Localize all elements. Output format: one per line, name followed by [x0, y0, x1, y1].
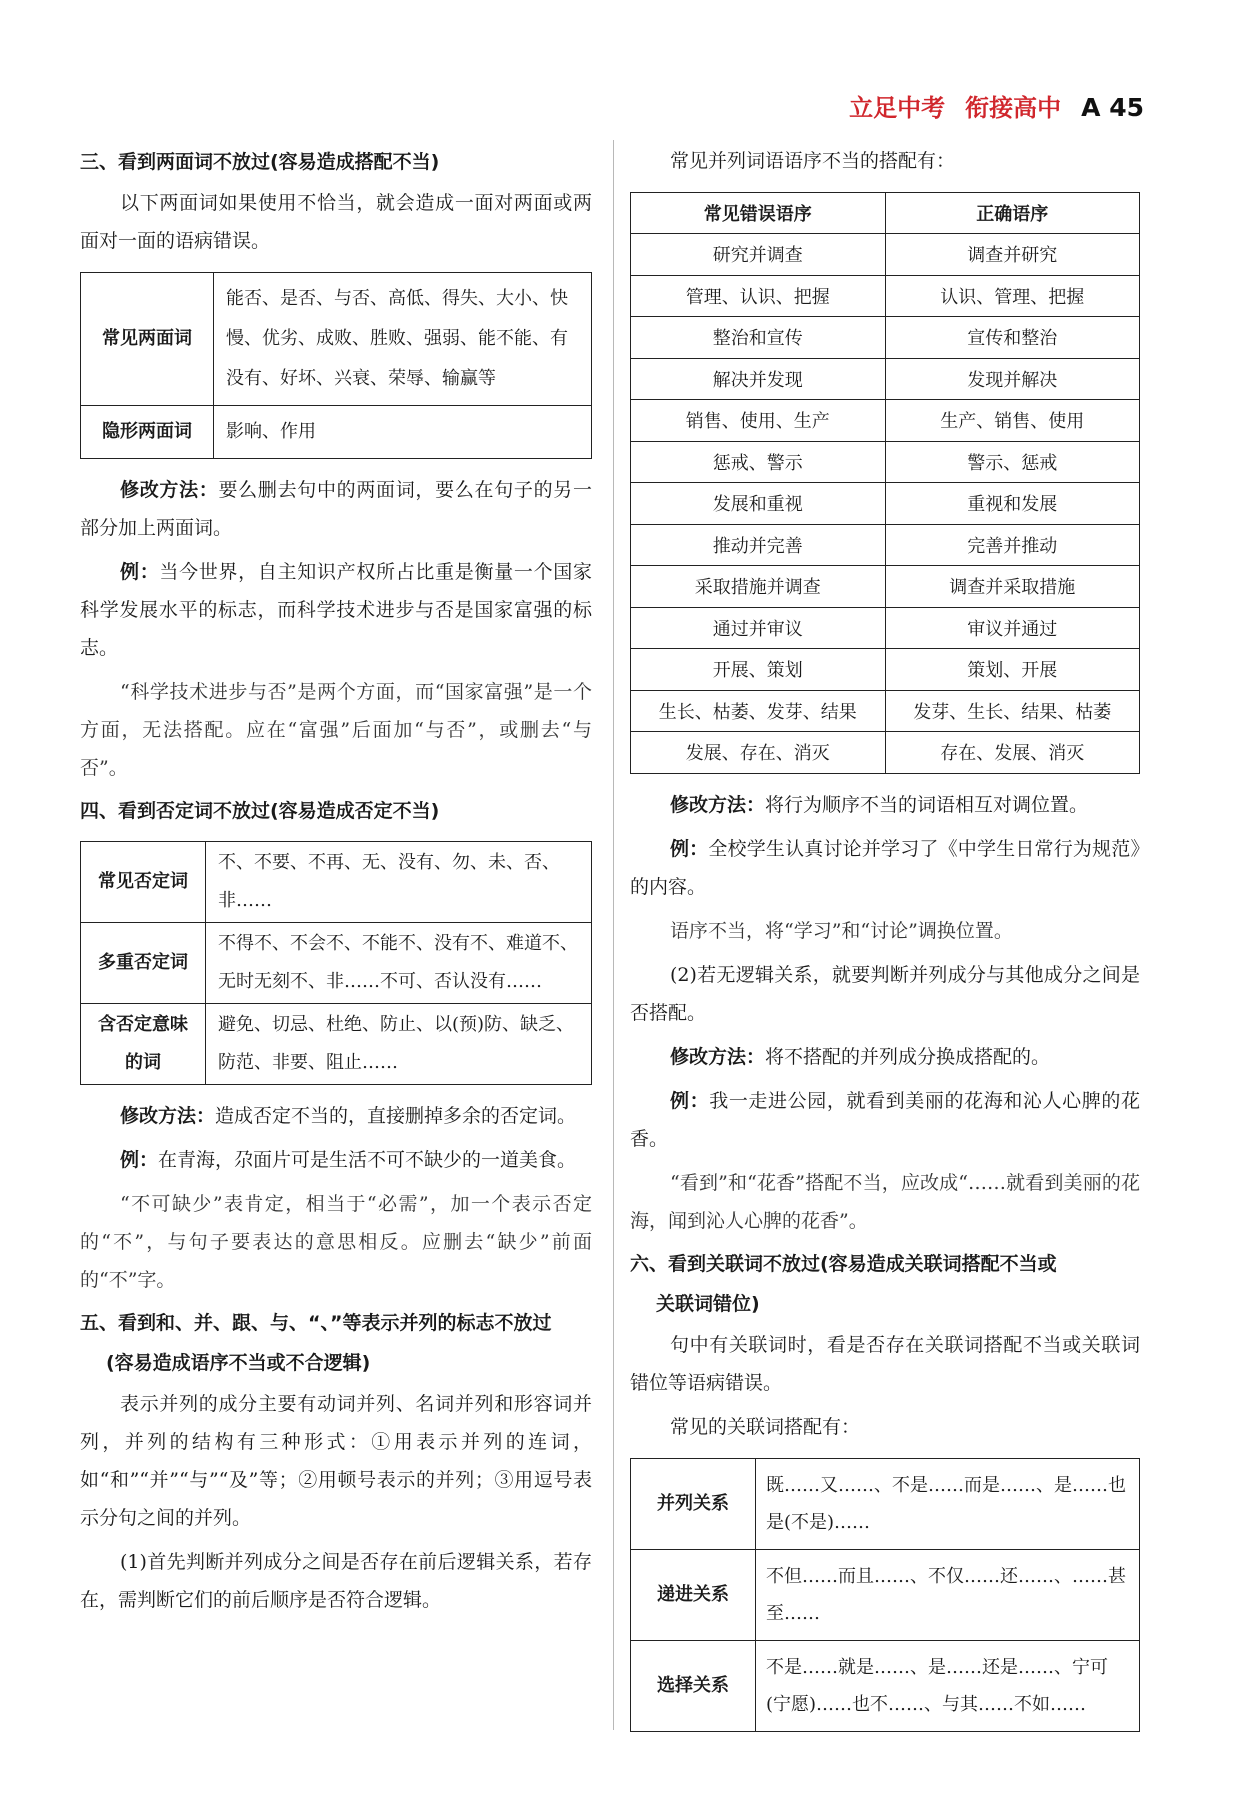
table-cell: 开展、策划: [631, 649, 886, 691]
table-row: [631, 275, 1140, 317]
table-head-cell: 常见两面词: [81, 273, 214, 406]
table-cell: 重视和发展: [885, 483, 1140, 525]
column-header: 常见错误语序: [631, 193, 886, 234]
section-4-title: 四、看到否定词不放过(容易造成否定不当): [80, 800, 440, 822]
header-slogan-2: 衔接高中: [965, 94, 1062, 122]
table-cell: 惩戒、警示: [631, 441, 886, 483]
section-5-point-2: (2)若无逻辑关系，就要判断并列成分与其他成分之间是否搭配。: [630, 963, 1140, 1024]
word-order-intro: 常见并列词语语序不当的搭配有：: [670, 150, 956, 172]
collocation-note: “看到”和“花香”搭配不当，应改成“……就看到美丽的花海，闻到沁人心脾的花香”。: [630, 1171, 1140, 1232]
section-6-intro: 句中有关联词时，看是否存在关联词搭配不当或关联词错位等语病错误。: [630, 1333, 1140, 1394]
table-row: [81, 923, 592, 1004]
table-cell: 认识、管理、把握: [885, 275, 1140, 317]
table-cell: 生长、枯萎、发芽、结果: [631, 690, 886, 732]
word-order-fix: [630, 786, 1140, 824]
table-row: [631, 358, 1140, 400]
table-cell: 影响、作用: [214, 406, 592, 459]
table-cell: 整治和宣传: [631, 317, 886, 359]
table-row: [631, 483, 1140, 525]
table-cell: 发现并解决: [885, 358, 1140, 400]
table-cell: 发芽、生长、结果、枯萎: [885, 690, 1140, 732]
table-cell: 通过并审议: [631, 607, 886, 649]
table-cell: 生产、销售、使用: [885, 400, 1140, 442]
section-5-title: 五、看到和、并、跟、与、“、”等表示并列的标志不放过: [80, 1312, 552, 1334]
table-cell: 不但……而且……、不仅……还……、……甚至……: [756, 1549, 1140, 1640]
fix-label: 修改方法：: [120, 1105, 216, 1127]
page-number: A 45: [1081, 93, 1144, 122]
two-sided-words-table: [80, 272, 592, 459]
left-column: [80, 140, 592, 1625]
column-divider: [613, 140, 614, 1730]
section-3-example: [80, 553, 592, 667]
table-cell: 能否、是否、与否、高低、得失、大小、快慢、优劣、成败、胜败、强弱、能不能、有没有、好坏、兴衰、荣辱、输赢等: [214, 273, 592, 406]
section-3-intro: 以下两面词如果使用不恰当，就会造成一面对两面或两面对一面的语病错误。: [80, 192, 592, 252]
table-cell: 存在、发展、消灭: [885, 732, 1140, 774]
table-row: [631, 234, 1140, 276]
table-head-cell: 常见否定词: [81, 842, 206, 923]
example-text: 我一走进公园，就看到美丽的花海和沁人心脾的花香。: [630, 1089, 1140, 1150]
fix-label: 修改方法：: [670, 793, 766, 816]
table-cell: 发展和重视: [631, 483, 886, 525]
section-3-title: 三、看到两面词不放过(容易造成搭配不当): [80, 151, 440, 173]
table-cell: 管理、认识、把握: [631, 275, 886, 317]
example-label: 例：: [670, 837, 709, 860]
table-cell: 发展、存在、消灭: [631, 732, 886, 774]
table-row: [631, 690, 1140, 732]
fix-text: 将不搭配的并列成分换成搭配的。: [765, 1045, 1051, 1068]
table-row: [81, 842, 592, 923]
section-3-note: “科学技术进步与否”是两个方面，而“国家富强”是一个方面，无法搭配。应在“富强”后面加“与否”，或删去“与否”。: [80, 681, 592, 779]
example-text: 在青海，尕面片可是生活不可不缺少的一道美食。: [158, 1149, 577, 1171]
example-label: 例：: [670, 1089, 710, 1112]
conjunction-table-intro: 常见的关联词搭配有：: [670, 1415, 861, 1438]
table-head-cell: 选择关系: [631, 1640, 756, 1731]
conjunction-table: [630, 1458, 1140, 1732]
word-order-example: [630, 830, 1140, 906]
table-cell: 不是……就是……、是……还是……、宁可(宁愿)……也不……、与其……不如……: [756, 1640, 1140, 1731]
example-text: 全校学生认真讨论并学习了《中学生日常行为规范》的内容。: [630, 837, 1140, 898]
table-cell: 推动并完善: [631, 524, 886, 566]
table-cell: 警示、惩戒: [885, 441, 1140, 483]
table-cell: 销售、使用、生产: [631, 400, 886, 442]
table-cell: 策划、开展: [885, 649, 1140, 691]
table-cell: 采取措施并调查: [631, 566, 886, 608]
example-label: 例：: [120, 561, 160, 583]
fix-label: 修改方法：: [670, 1045, 766, 1068]
fix-text: 造成否定不当的，直接删掉多余的否定词。: [215, 1105, 577, 1127]
section-5-point-1: (1)首先判断并列成分之间是否存在前后逻辑关系，若存在，需判断它们的前后顺序是否符合逻辑。: [80, 1551, 592, 1611]
table-cell: 审议并通过: [885, 607, 1140, 649]
section-4-note: “不可缺少”表肯定，相当于“必需”，加一个表示否定的“不”，与句子要表达的意思相反。应删去“缺少”前面的“不”字。: [80, 1193, 592, 1291]
fix-text: 要么删去句中的两面词，要么在句子的另一部分加上两面词。: [80, 479, 592, 539]
fix-text: 将行为顺序不当的词语相互对调位置。: [765, 793, 1089, 816]
table-cell: 调查并采取措施: [885, 566, 1140, 608]
table-row: [631, 441, 1140, 483]
table-cell: 既……又……、不是……而是……、是……也是(不是)……: [756, 1458, 1140, 1549]
table-row: [631, 732, 1140, 774]
table-head-cell: 递进关系: [631, 1549, 756, 1640]
example-label: 例：: [120, 1149, 159, 1171]
example-text: 当今世界，自主知识产权所占比重是衡量一个国家科学发展水平的标志，而科学技术进步与否是国家富强的标志。: [80, 561, 592, 659]
section-6-subtitle: 关联词错位): [656, 1292, 760, 1315]
section-5-intro: 表示并列的成分主要有动词并列、名词并列和形容词并列，并列的结构有三种形式：①用表示并列的连词，如“和”“并”“与”“及”等；②用顿号表示的并列；③用逗号表示分句之间的并列。: [80, 1393, 592, 1529]
table-row: [631, 649, 1140, 691]
section-4-fix: [80, 1097, 592, 1135]
table-header-row: [631, 193, 1140, 234]
table-row: [631, 566, 1140, 608]
collocation-fix: [630, 1038, 1140, 1076]
table-row: [81, 406, 592, 459]
table-head-cell: 并列关系: [631, 1458, 756, 1549]
table-cell: 不、不要、不再、无、没有、勿、未、否、非……: [206, 842, 592, 923]
table-cell: 避免、切忌、杜绝、防止、以(预)防、缺乏、防范、非要、阻止……: [206, 1004, 592, 1085]
table-cell: 研究并调查: [631, 234, 886, 276]
word-order-table: [630, 192, 1140, 774]
word-order-note: 语序不当，将“学习”和“讨论”调换位置。: [670, 919, 1013, 942]
table-row: [81, 1004, 592, 1085]
section-5-subtitle: (容易造成语序不当或不合逻辑): [106, 1352, 371, 1374]
table-row: [631, 1549, 1140, 1640]
table-row: [631, 607, 1140, 649]
table-row: [631, 1640, 1140, 1731]
table-row: [631, 317, 1140, 359]
table-row: [631, 1458, 1140, 1549]
column-header: 正确语序: [885, 193, 1140, 234]
table-cell: 宣传和整治: [885, 317, 1140, 359]
section-4-example: [80, 1141, 592, 1179]
table-cell: 解决并发现: [631, 358, 886, 400]
collocation-example: [630, 1082, 1140, 1158]
page-header: [849, 88, 1144, 123]
table-cell: 完善并推动: [885, 524, 1140, 566]
table-head-cell: 多重否定词: [81, 923, 206, 1004]
section-3-fix: [80, 471, 592, 547]
table-cell: 不得不、不会不、不能不、没有不、难道不、无时无刻不、非……不可、否认没有……: [206, 923, 592, 1004]
right-column: [630, 140, 1140, 1744]
negation-words-table: [80, 841, 592, 1085]
fix-label: 修改方法：: [120, 479, 219, 501]
table-row: [81, 273, 592, 406]
table-cell: 调查并研究: [885, 234, 1140, 276]
table-head-cell: 隐形两面词: [81, 406, 214, 459]
table-head-cell: 含否定意味的词: [81, 1004, 206, 1085]
section-6-title: 六、看到关联词不放过(容易造成关联词搭配不当或: [630, 1252, 1057, 1275]
table-row: [631, 524, 1140, 566]
header-slogan-1: 立足中考: [849, 94, 946, 122]
table-row: [631, 400, 1140, 442]
